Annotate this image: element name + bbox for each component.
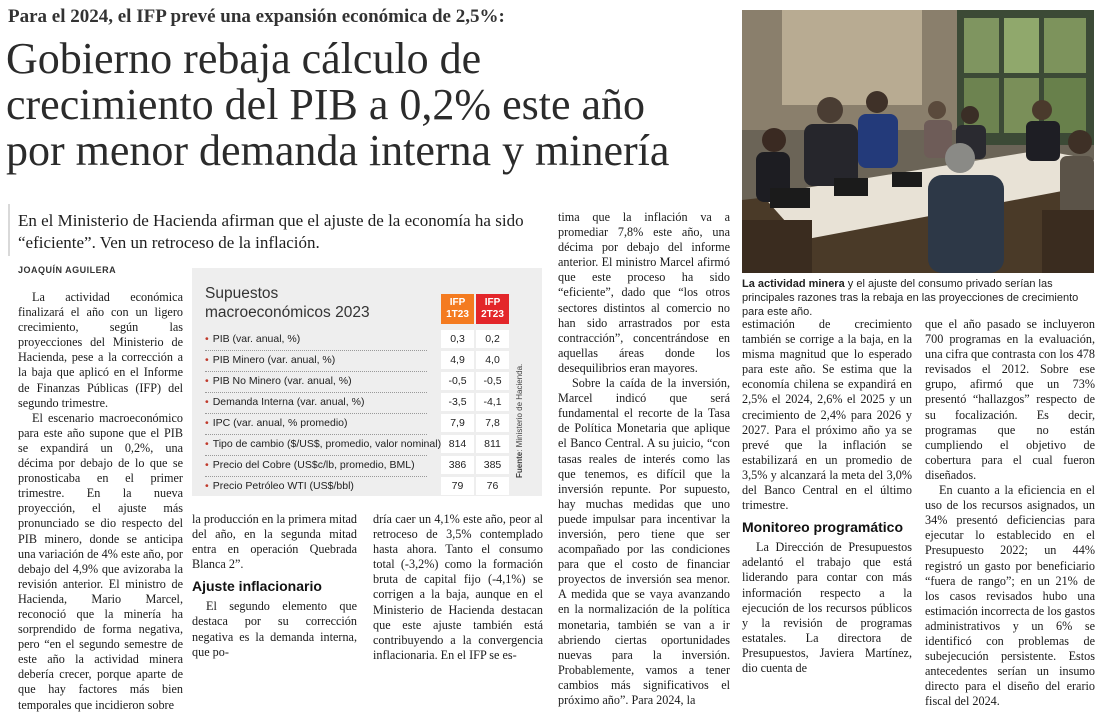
column-header-line: 2T23: [481, 309, 504, 320]
row-value-2t23: 811: [476, 435, 509, 453]
body-paragraph: tima que la inflación va a promediar 7,8% este año, una décima por debajo del informe anterior. El ministro Marcel afirmó que este proceso ha sido “eficiente”, dado que “los otros sectores distintos al comercio no han sido arrastrados por esta contracción”, concentrándose en aquellas áreas donde los desequilibrios eran mayores.: [558, 210, 730, 375]
article-subhead: En el Ministerio de Hacienda afirman que el ajuste de la economía ha sido “eficiente”. Ven un retroceso de la inflación.: [18, 211, 524, 252]
bullet-icon: •: [205, 459, 209, 471]
body-column-3: [373, 512, 543, 663]
bullet-icon: •: [205, 354, 209, 366]
row-value-2t23: -0,5: [476, 372, 509, 390]
section-heading-monitoreo-programatico: Monitoreo programático: [742, 519, 904, 536]
body-paragraph: La actividad económica finalizará el año con un ligero crecimiento, según las proyecciones del Ministerio de Hacienda, pese a la corrección a la baja que aplicó en el Informe de Finanzas Públicas (IFP) del segundo trimestre.: [18, 290, 183, 410]
article-headline: [6, 36, 746, 174]
column-header-ifp-2t23: [476, 294, 509, 324]
row-value-1t23: -0,5: [441, 372, 474, 390]
body-paragraph: estimación de crecimiento también se corrige a la baja, en la misma magnitud que lo esperado para este año. Se estima que la economía chilena se expandirá en 2,5% el 2024, 2,6% el 2025 y un crecimiento de 2,4% para 2026 y 2027. Para el próximo año ya se prevé que la inflación se estabilizará en un promedio de 3,5% y alcanzará la meta del 3,0% del Banco Central en el último trimestre.: [742, 317, 912, 513]
row-label: Precio Petróleo WTI (US$/bbl): [212, 480, 354, 492]
body-column-1: [18, 290, 183, 713]
row-value-1t23: 814: [441, 435, 474, 453]
table-title-line-1: Supuestos: [205, 285, 279, 302]
table-row: [205, 351, 509, 370]
bullet-icon: •: [205, 438, 209, 450]
table-row: [205, 456, 509, 475]
bullet-icon: •: [205, 333, 209, 345]
source-text: : Ministerio de Hacienda.: [515, 363, 524, 452]
table-source: [515, 328, 527, 478]
body-paragraph: El escenario macroeconómico para este año supone que el PIB se expandirá un 0,2%, una décima por debajo de lo que se pronosticaba en el primer trimestre. En la nueva proyección, el ajuste más pronunciado se dio respecto del PIB minero, donde se anticipa una variación de 4% este año, por debajo del 4,9% que avizoraba la revisión anterior. El ministro de Hacienda, Mario Marcel, reconoció que la minería ha sorprendido de forma negativa, pero “en el segundo semestre de este año la actividad minera debería crecer, porque aparte de que hay factores más bien temporales que incidieron sobre: [18, 410, 183, 712]
row-value-1t23: 0,3: [441, 330, 474, 348]
article-kicker: Para el 2024, el IFP prevé una expansión económica de 2,5%:: [8, 6, 505, 27]
caption-bold: La actividad minera: [742, 278, 845, 290]
body-column-5: [742, 317, 912, 676]
table-row: [205, 414, 509, 433]
row-label: Demanda Interna (var. anual, %): [212, 396, 365, 408]
headline-line-1: Gobierno rebaja cálculo de: [6, 34, 482, 83]
row-value-2t23: 7,8: [476, 414, 509, 432]
row-value-1t23: -3,5: [441, 393, 474, 411]
row-label: PIB No Minero (var. anual, %): [212, 375, 352, 387]
body-paragraph: En cuanto a la eficiencia en el uso de los recursos asignados, un 34% presentó deficiencias para ejecutar lo establecido en el Presupuesto 2022; un 44% registró un gasto por beneficiario “fuera de rango”; en un 21% de los casos revisados hubo una estimación incorrecta de los gastos administrativos y un 6% se identificó con problemas de subejecución persistente. Estos antecedentes serían un insumo directo para el diseño del erario fiscal del 2024.: [925, 483, 1095, 709]
body-paragraph: Sobre la caída de la inversión, Marcel indicó que será fundamental el recorte de la Tasa de Política Monetaria que aplique el Banco Central. A su juicio, “con tasas reales de interés como las que tenemos, es difícil que la inversión repunte. Por supuesto, hay muchas medidas que uno puede impulsar para incentivar la inversión, pero tiene que ser acompañado por las condiciones para que el costo de financiar proyectos de inversión sea menor. A medida que se vaya avanzando en la normalización de la política monetaria, también se van a ir abriendo ciertas oportunidades nuevas para la inversión. Probablemente, vamos a tener cambios más significativos el próximo año”. Para 2024, la: [558, 376, 730, 707]
table-row: [205, 477, 509, 496]
row-label: IPC (var. anual, % promedio): [212, 417, 348, 429]
caption-text: y el ajuste del consumo privado serían las principales razones tras la rebaja en las proyecciones de crecimiento para este año.: [742, 278, 1079, 318]
source-label: Fuente: [515, 451, 524, 478]
body-paragraph: La Dirección de Presupuestos adelantó el trabajo que está liderando para contar con más información respecto a la ejecución de los recursos públicos y la revisión de programas estatales. La directora de Presupuestos, Javiera Martínez, dio cuenta de: [742, 540, 912, 675]
table-row: [205, 330, 509, 349]
article-photo: [742, 10, 1094, 273]
body-paragraph: dría caer un 4,1% este año, peor al retroceso de 3,5% contemplado hasta ahora. Tanto el consumo total (-3,2%) como la formación bruta de capital fijo (-4,1%) se corrigen a la baja, aunque en el Ministerio de Hacienda destacan que este ajuste también está contribuyendo a la convergencia inflacionaria. En el IFP se es-: [373, 512, 543, 662]
table-row: [205, 435, 509, 454]
row-label: Tipo de cambio ($/US$, promedio, valor nominal): [212, 438, 442, 450]
body-paragraph: que el año pasado se incluyeron 700 programas en la evaluación, una cifra que contrasta con los 478 revisados el 2012. Sobre ese grupo, afirmó que un 73% presentó “hallazgos” respecto de su focalización. Es decir, programas que no están cumpliendo el objetivo de cobertura para el cual fueron diseñados.: [925, 317, 1095, 482]
headline-line-2: crecimiento del PIB a 0,2% este año: [6, 80, 646, 129]
column-header-line: IFP: [484, 297, 501, 308]
column-header-ifp-1t23: [441, 294, 474, 324]
table-row: [205, 393, 509, 412]
bullet-icon: •: [205, 396, 209, 408]
row-value-1t23: 386: [441, 456, 474, 474]
row-label: Precio del Cobre (US$c/lb, promedio, BML): [212, 459, 415, 471]
row-value-2t23: 0,2: [476, 330, 509, 348]
body-paragraph: la producción en la primera mitad del año, en la segunda mitad entra en operación Quebrada Blanca 2”.: [192, 512, 357, 572]
subhead-rule: [8, 204, 10, 256]
row-label: PIB Minero (var. anual, %): [212, 354, 336, 366]
column-header-line: 1T23: [446, 309, 469, 320]
row-value-1t23: 7,9: [441, 414, 474, 432]
row-value-1t23: 4,9: [441, 351, 474, 369]
row-value-2t23: 385: [476, 456, 509, 474]
meeting-photo-illustration: [742, 10, 1094, 273]
table-title-line-2: macroeconómicos 2023: [205, 304, 370, 321]
bullet-icon: •: [205, 417, 209, 429]
body-column-4: [558, 210, 730, 708]
photo-caption: [742, 277, 1094, 319]
column-header-line: IFP: [449, 297, 466, 308]
body-paragraph: El segundo elemento que destaca por su corrección negativa es la demanda interna, que po-: [192, 599, 357, 659]
headline-line-3: por menor demanda interna y minería: [6, 126, 670, 175]
table-title: [205, 284, 370, 322]
section-heading-ajuste-inflacionario: Ajuste inflacionario: [192, 578, 322, 595]
body-column-2: [192, 512, 357, 660]
article-byline: JOAQUÍN AGUILERA: [18, 265, 117, 275]
bullet-icon: •: [205, 480, 209, 492]
row-value-1t23: 79: [441, 477, 474, 495]
row-value-2t23: -4,1: [476, 393, 509, 411]
macro-assumptions-table: [192, 268, 542, 496]
row-value-2t23: 4,0: [476, 351, 509, 369]
row-label: PIB (var. anual, %): [212, 333, 301, 345]
table-row: [205, 372, 509, 391]
row-value-2t23: 76: [476, 477, 509, 495]
body-column-6: [925, 317, 1095, 709]
bullet-icon: •: [205, 375, 209, 387]
